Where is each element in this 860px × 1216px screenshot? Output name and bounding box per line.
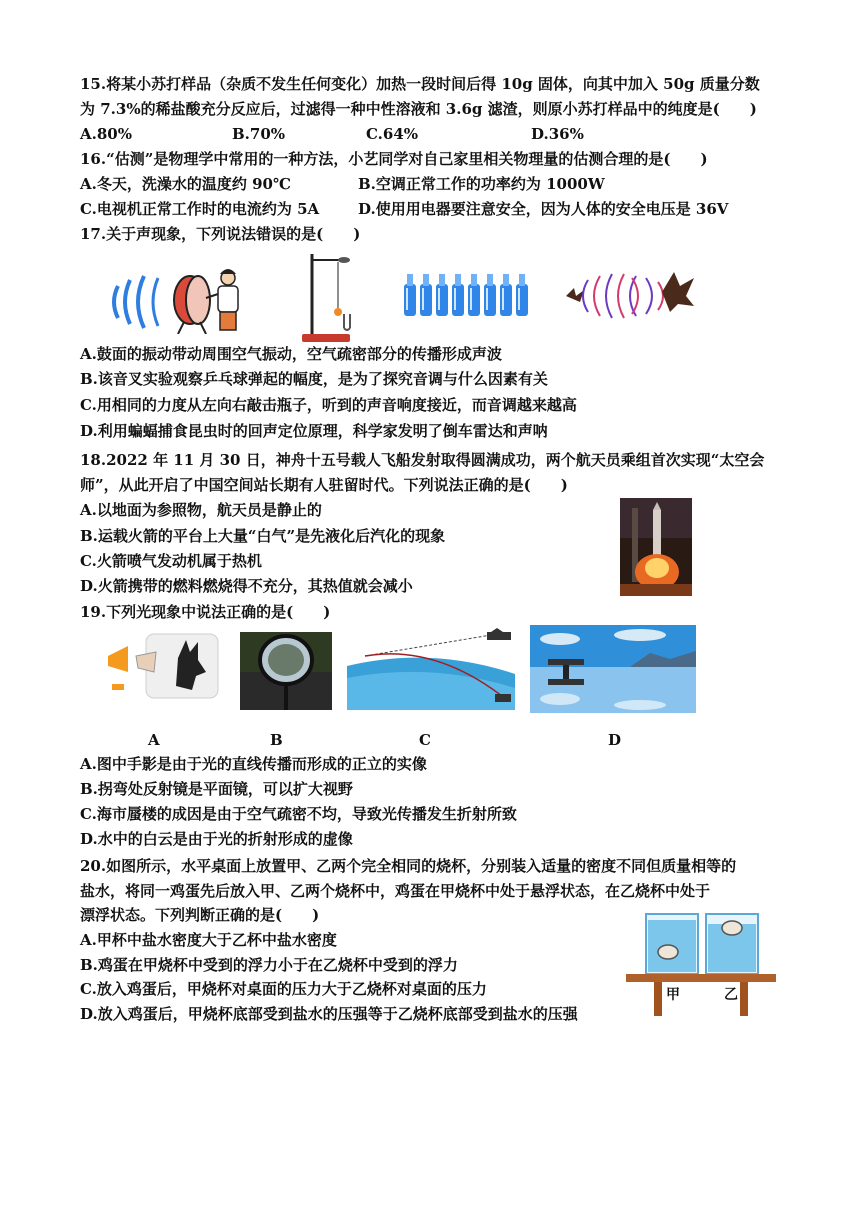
drum-figure xyxy=(108,262,250,334)
q16-stem: 16.“估测”是物理学中常用的一种方法，小艺同学对自己家里相关物理量的估测合理的是( ) xyxy=(80,150,708,168)
q16-option-c: C.电视机正常工作时的电流约为 5A xyxy=(80,200,320,218)
q19-option-b: B.拐弯处反射镜是平面镜，可以扩大视野 xyxy=(80,780,353,798)
q18-stem-line1: 18.2022 年 11 月 30 日，神舟十五号载人飞船发射取得圆满成功，两个航天员乘组首次实现“太空会 xyxy=(80,451,765,469)
bat-figure xyxy=(562,266,698,322)
beakers-figure xyxy=(624,906,778,1018)
q20-stem-line2: 盐水，将同一鸡蛋先后放入甲、乙两个烧杯中，鸡蛋在甲烧杯中处于悬浮状态，在乙烧杯中处于 xyxy=(80,882,711,900)
hand-shadow-figure xyxy=(106,632,220,700)
q20-option-d: D.放入鸡蛋后，甲烧杯底部受到盐水的压强等于乙烧杯底部受到盐水的压强 xyxy=(80,1005,578,1023)
q19-option-d: D.水中的白云是由于光的折射形成的虚像 xyxy=(80,830,353,848)
convex-mirror-figure xyxy=(240,632,332,710)
q18-option-b: B.运载火箭的平台上大量“白气”是先液化后汽化的现象 xyxy=(80,527,446,545)
q15-option-d: D.36% xyxy=(531,125,584,143)
q19-caption-d: D xyxy=(608,731,622,749)
q15-option-a: A.80% xyxy=(80,125,132,143)
q18-option-d: D.火箭携带的燃料燃烧得不充分，其热值就会减小 xyxy=(80,577,413,595)
q20-stem-line1: 20.如图所示，水平桌面上放置甲、乙两个完全相同的烧杯，分别装入适量的密度不同但质量相等的 xyxy=(80,857,737,875)
q20-option-a: A.甲杯中盐水密度大于乙杯中盐水密度 xyxy=(80,931,337,949)
tuning-fork-figure xyxy=(300,248,354,344)
mirage-figure xyxy=(347,628,515,710)
q16-option-a: A.冬天，洗澡水的温度约 90℃ xyxy=(80,175,291,193)
q17-option-a: A.鼓面的振动带动周围空气振动，空气疏密部分的传播形成声波 xyxy=(80,345,502,363)
beaker-label-yi: 乙 xyxy=(724,987,738,1003)
q17-option-d: D.利用蝙蝠捕食昆虫时的回声定位原理，科学家发明了倒车雷达和声呐 xyxy=(80,422,548,440)
q19-stem: 19.下列光现象中说法正确的是( ) xyxy=(80,603,331,621)
q15-option-c: C.64% xyxy=(366,125,419,143)
q17-option-c: C.用相同的力度从左向右敲击瓶子，听到的声音响度接近，而音调越来越高 xyxy=(80,396,577,414)
q19-caption-b: B xyxy=(270,731,283,749)
q15-option-b: B.70% xyxy=(232,125,286,143)
q19-option-c: C.海市蜃楼的成因是由于空气疏密不均，导致光传播发生折射所致 xyxy=(80,805,517,823)
beaker-label-jia: 甲 xyxy=(666,987,680,1003)
rocket-photo xyxy=(620,498,692,596)
bottles-figure xyxy=(400,270,532,318)
q19-option-a: A.图中手影是由于光的直线传播而形成的正立的实像 xyxy=(80,755,427,773)
q16-option-d: D.使用用电器要注意安全，因为人体的安全电压是 36V xyxy=(358,200,729,218)
q20-stem-line3: 漂浮状态。下列判断正确的是( ) xyxy=(80,906,320,924)
q15-stem-line2: 为 7.3%的稀盐酸充分反应后，过滤得一种中性溶液和 3.6g 滤渣，则原小苏打样品中的纯度是( ) xyxy=(80,100,757,118)
q17-stem: 17.关于声现象，下列说法错误的是( ) xyxy=(80,225,361,243)
q19-caption-a: A xyxy=(148,731,160,749)
q18-option-c: C.火箭喷气发动机属于热机 xyxy=(80,552,262,570)
q20-option-c: C.放入鸡蛋后，甲烧杯对桌面的压力大于乙烧杯对桌面的压力 xyxy=(80,980,487,998)
q15-stem-line1: 15.将某小苏打样品（杂质不发生任何变化）加热一段时间后得 10g 固体，向其中加入 50g 质量分数 xyxy=(80,75,760,93)
reflection-lake-figure xyxy=(530,625,696,713)
q19-caption-c: C xyxy=(419,731,431,749)
q18-stem-line2: 师”，从此开启了中国空间站长期有人驻留时代。下列说法正确的是( ) xyxy=(80,476,568,494)
q16-option-b: B.空调正常工作的功率约为 1000W xyxy=(358,175,605,193)
q20-option-b: B.鸡蛋在甲烧杯中受到的浮力小于在乙烧杯中受到的浮力 xyxy=(80,956,458,974)
q17-option-b: B.该音叉实验观察乒乓球弹起的幅度，是为了探究音调与什么因素有关 xyxy=(80,370,548,388)
q18-option-a: A.以地面为参照物，航天员是静止的 xyxy=(80,501,322,519)
